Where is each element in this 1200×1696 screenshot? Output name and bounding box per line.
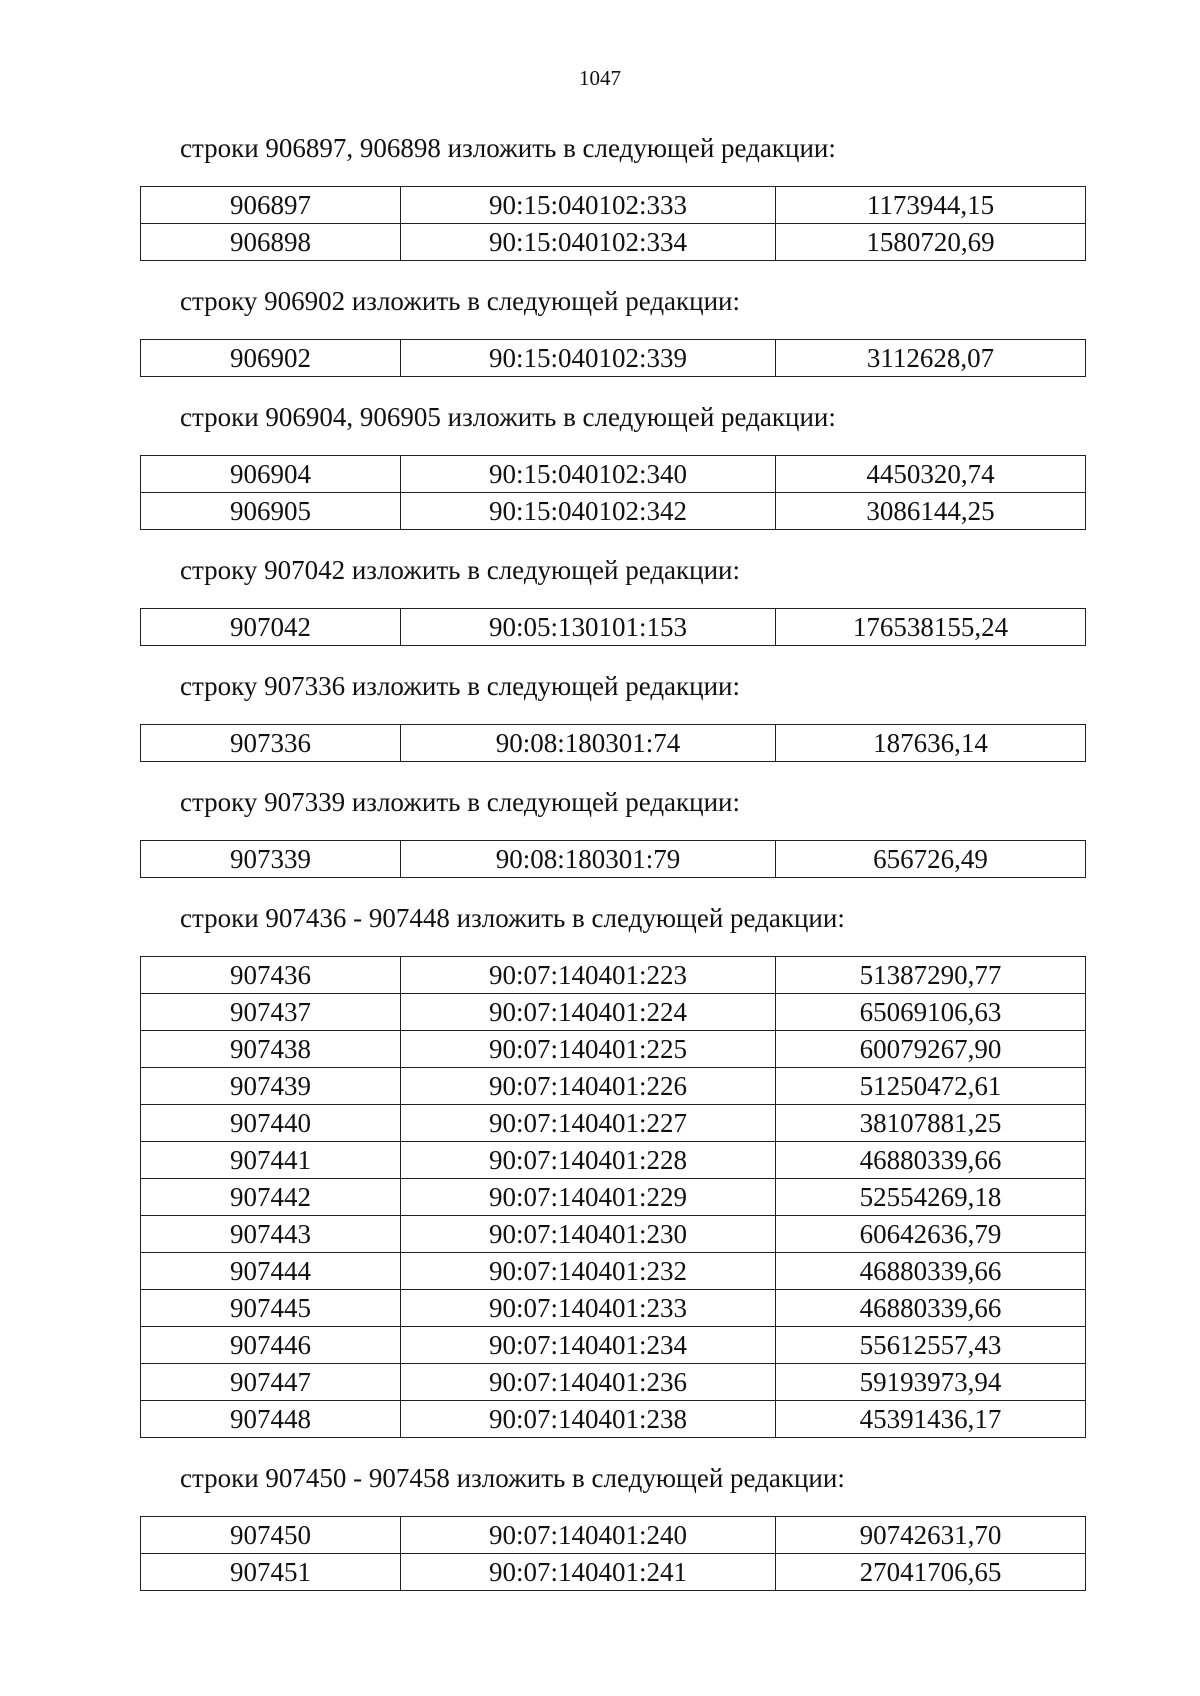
table-row xyxy=(141,1554,1086,1591)
table-row xyxy=(141,456,1086,493)
value-cell: 27041706,65 xyxy=(776,1554,1086,1591)
cadastral-number-cell: 90:07:140401:230 xyxy=(401,1216,776,1253)
table-row xyxy=(141,1253,1086,1290)
cadastral-number-cell: 90:07:140401:227 xyxy=(401,1105,776,1142)
table-row xyxy=(141,1031,1086,1068)
table-row xyxy=(141,1517,1086,1554)
value-cell: 1580720,69 xyxy=(776,224,1086,261)
value-cell: 176538155,24 xyxy=(776,609,1086,646)
amendment-table xyxy=(140,840,1086,878)
value-cell: 3112628,07 xyxy=(776,340,1086,377)
value-cell: 59193973,94 xyxy=(776,1364,1086,1401)
value-cell: 38107881,25 xyxy=(776,1105,1086,1142)
row-number-cell: 907442 xyxy=(141,1179,401,1216)
value-cell: 45391436,17 xyxy=(776,1401,1086,1438)
value-cell: 3086144,25 xyxy=(776,493,1086,530)
table-row xyxy=(141,224,1086,261)
value-cell: 60079267,90 xyxy=(776,1031,1086,1068)
table-row xyxy=(141,1290,1086,1327)
cadastral-number-cell: 90:08:180301:79 xyxy=(401,841,776,878)
value-cell: 46880339,66 xyxy=(776,1142,1086,1179)
instruction-text: строку 907339 изложить в следующей редакции: xyxy=(180,787,741,817)
table-row xyxy=(141,493,1086,530)
value-cell: 1173944,15 xyxy=(776,187,1086,224)
amendment-table xyxy=(140,339,1086,377)
amendment-section xyxy=(140,283,1085,377)
value-cell: 60642636,79 xyxy=(776,1216,1086,1253)
table-row xyxy=(141,1105,1086,1142)
value-cell: 656726,49 xyxy=(776,841,1086,878)
instruction-text: строку 907336 изложить в следующей редакции: xyxy=(180,671,741,701)
row-number-cell: 907448 xyxy=(141,1401,401,1438)
table-row xyxy=(141,1068,1086,1105)
table-row xyxy=(141,1364,1086,1401)
table-row xyxy=(141,187,1086,224)
amendment-table xyxy=(140,724,1086,762)
cadastral-number-cell: 90:07:140401:226 xyxy=(401,1068,776,1105)
value-cell: 51387290,77 xyxy=(776,957,1086,994)
row-number-cell: 907444 xyxy=(141,1253,401,1290)
cadastral-number-cell: 90:07:140401:223 xyxy=(401,957,776,994)
instruction-text: строки 907450 - 907458 изложить в следующей редакции: xyxy=(180,1463,845,1493)
value-cell: 90742631,70 xyxy=(776,1517,1086,1554)
table-row xyxy=(141,957,1086,994)
amendment-section xyxy=(140,1460,1085,1591)
row-number-cell: 907438 xyxy=(141,1031,401,1068)
value-cell: 51250472,61 xyxy=(776,1068,1086,1105)
row-number-cell: 907443 xyxy=(141,1216,401,1253)
table-row xyxy=(141,1216,1086,1253)
row-number-cell: 907440 xyxy=(141,1105,401,1142)
cadastral-number-cell: 90:15:040102:342 xyxy=(401,493,776,530)
row-number-cell: 907437 xyxy=(141,994,401,1031)
amendment-table xyxy=(140,455,1086,530)
value-cell: 46880339,66 xyxy=(776,1253,1086,1290)
cadastral-number-cell: 90:07:140401:238 xyxy=(401,1401,776,1438)
table-row xyxy=(141,1179,1086,1216)
row-number-cell: 907447 xyxy=(141,1364,401,1401)
amendment-section xyxy=(140,784,1085,878)
cadastral-number-cell: 90:15:040102:340 xyxy=(401,456,776,493)
row-number-cell: 906897 xyxy=(141,187,401,224)
row-number-cell: 906898 xyxy=(141,224,401,261)
table-row xyxy=(141,1401,1086,1438)
row-number-cell: 906904 xyxy=(141,456,401,493)
table-row xyxy=(141,340,1086,377)
instruction-text: строки 906904, 906905 изложить в следующей редакции: xyxy=(180,402,836,432)
table-row xyxy=(141,609,1086,646)
cadastral-number-cell: 90:07:140401:241 xyxy=(401,1554,776,1591)
cadastral-number-cell: 90:15:040102:339 xyxy=(401,340,776,377)
cadastral-number-cell: 90:07:140401:229 xyxy=(401,1179,776,1216)
amendment-section xyxy=(140,130,1085,261)
cadastral-number-cell: 90:15:040102:333 xyxy=(401,187,776,224)
instruction-text: строки 907436 - 907448 изложить в следующей редакции: xyxy=(180,903,845,933)
table-row xyxy=(141,1142,1086,1179)
row-number-cell: 907436 xyxy=(141,957,401,994)
value-cell: 4450320,74 xyxy=(776,456,1086,493)
value-cell: 187636,14 xyxy=(776,725,1086,762)
row-number-cell: 906902 xyxy=(141,340,401,377)
row-number-cell: 907451 xyxy=(141,1554,401,1591)
cadastral-number-cell: 90:05:130101:153 xyxy=(401,609,776,646)
document-body xyxy=(140,130,1085,1613)
value-cell: 46880339,66 xyxy=(776,1290,1086,1327)
row-number-cell: 907445 xyxy=(141,1290,401,1327)
amendment-section xyxy=(140,399,1085,530)
row-number-cell: 907441 xyxy=(141,1142,401,1179)
value-cell: 55612557,43 xyxy=(776,1327,1086,1364)
amendment-table xyxy=(140,186,1086,261)
cadastral-number-cell: 90:15:040102:334 xyxy=(401,224,776,261)
row-number-cell: 907450 xyxy=(141,1517,401,1554)
row-number-cell: 907336 xyxy=(141,725,401,762)
amendment-table xyxy=(140,1516,1086,1591)
row-number-cell: 907439 xyxy=(141,1068,401,1105)
amendment-section xyxy=(140,900,1085,1438)
table-row xyxy=(141,994,1086,1031)
cadastral-number-cell: 90:07:140401:224 xyxy=(401,994,776,1031)
instruction-text: строку 907042 изложить в следующей редакции: xyxy=(180,555,741,585)
amendment-table xyxy=(140,956,1086,1438)
row-number-cell: 906905 xyxy=(141,493,401,530)
row-number-cell: 907042 xyxy=(141,609,401,646)
table-row xyxy=(141,1327,1086,1364)
row-number-cell: 907339 xyxy=(141,841,401,878)
cadastral-number-cell: 90:07:140401:236 xyxy=(401,1364,776,1401)
amendment-section xyxy=(140,552,1085,646)
page-number: 1047 xyxy=(579,66,621,90)
value-cell: 65069106,63 xyxy=(776,994,1086,1031)
cadastral-number-cell: 90:07:140401:232 xyxy=(401,1253,776,1290)
table-row xyxy=(141,725,1086,762)
cadastral-number-cell: 90:07:140401:234 xyxy=(401,1327,776,1364)
table-row xyxy=(141,841,1086,878)
cadastral-number-cell: 90:07:140401:228 xyxy=(401,1142,776,1179)
value-cell: 52554269,18 xyxy=(776,1179,1086,1216)
cadastral-number-cell: 90:07:140401:225 xyxy=(401,1031,776,1068)
instruction-text: строки 906897, 906898 изложить в следующей редакции: xyxy=(180,133,836,163)
instruction-text: строку 906902 изложить в следующей редакции: xyxy=(180,286,741,316)
cadastral-number-cell: 90:07:140401:240 xyxy=(401,1517,776,1554)
cadastral-number-cell: 90:08:180301:74 xyxy=(401,725,776,762)
row-number-cell: 907446 xyxy=(141,1327,401,1364)
cadastral-number-cell: 90:07:140401:233 xyxy=(401,1290,776,1327)
amendment-table xyxy=(140,608,1086,646)
amendment-section xyxy=(140,668,1085,762)
